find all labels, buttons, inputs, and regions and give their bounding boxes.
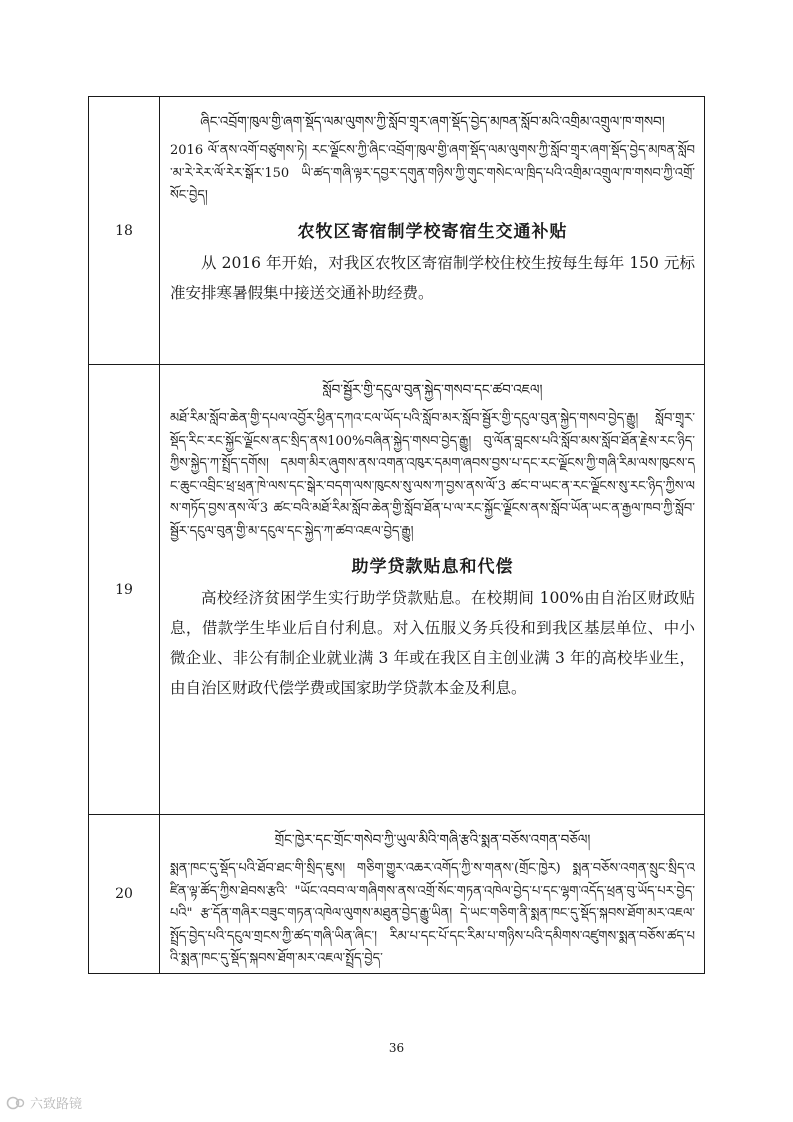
chinese-body: 从 2016 年开始，对我区农牧区寄宿制学校住校生按每生每年 150 元标准安排寒暑假集中接送交通补助经费。 xyxy=(170,253,695,302)
row-number xyxy=(89,815,160,974)
policy-table xyxy=(88,96,705,974)
row-content xyxy=(160,365,705,815)
row-number xyxy=(89,365,160,815)
row-number-text: 19 xyxy=(115,581,133,598)
tibetan-title: གྲོང་ཁྱེར་དང་གྲོང་གསེབ་ཀྱི་ཡུལ་མིའི་གཞི་རྩའི་སྨན་བཅོས་འགན་བཅོལ། xyxy=(274,832,591,848)
row-content xyxy=(160,97,705,365)
row-number xyxy=(89,97,160,365)
chinese-body: 高校经济贫困学生实行助学贷款贴息。在校期间 100%由自治区财政贴息，借款学生毕业后自付利息。对入伍服义务兵役和到我区基层单位、中小微企业、非公有制企业就业满 3 年或在我区自主创业满 3 年的高校毕业生，由自治区财政代偿学费或国家助学贷款本金及利息。 xyxy=(170,589,695,697)
chinese-title: 助学贷款贴息和代偿 xyxy=(351,557,514,577)
tibetan-title: སློབ་སྦྱོར་གྱི་དངུལ་བུན་སྐྱེད་གསབ་དང་ཚབ་འཇལ། xyxy=(322,382,543,398)
tibetan-body: མཐོ་རིམ་སློབ་ཆེན་གྱི་དཔལ་འབྱོར་ཕྱིན་དཀའ་ངལ་ཡོད་པའི་སློབ་མར་སློབ་སྦྱོར་གྱི་དངུལ་བུན་སྐྱེད་གསབ་བྱེད་རྒྱུ། སློབ་གྲྭར་སྡོད་རིང་རང་སྐྱོང་ལྗོངས་ནང་སྲིད་ནས100%བཞིན་སྐྱེད་གསབ་བྱེད་རྒྱུ། བུ་ལོན་བླངས་པའི་སློབ་མས་སློབ་ཐོན་རྗེས་རང་ཉིད་ཀྱིས་སྐྱེད་ཀ་སྤྲོད་དགོས། དམག་མིར་ཞུགས་ནས་འགན་འཁུར་དམག་ཞབས་བྱས་པ་དང་རང་ལྗོངས་ཀྱི་གཞི་རིམ་ལས་ཁུངས་དང་ཆུང་འབྲིང་ཕྲ་ཕྲན་ཁེ་ལས་དང་སྒེར་བདག་ལས་ཁུངས་སུ་ལས་ཀ་བྱས་ནས་ལོ་3 ཚང་བ་ཡང་ན་རང་ལྗོངས་སུ་རང་ཉིད་ཀྱིས་ལས་གཏོད་བྱས་ནས་ལོ་3 ཚང་བའི་མཐོ་རིམ་སློབ་ཆེན་གྱི་སློབ་ཐོན་པ་ལ་རང་སྐྱོང་ལྗོངས་ནས་སློབ་ཡོན་ཡང་ན་རྒྱལ་ཁབ་ཀྱི་སློབ་སྦྱོར་དངུལ་བུན་གྱི་མ་དངུལ་དང་སྐྱེད་ཀ་ཚབ་འཇལ་བྱེད་རྒྱུ། xyxy=(170,411,695,539)
table-row xyxy=(89,815,705,974)
tibetan-body: སྨན་ཁང་དུ་སྡོད་པའི་ཐོབ་ཐང་གི་སྲིད་ཇུས། གཅིག་གྱུར་འཆར་འགོད་ཀྱི་ས་གནས་(གྲོང་ཁྱེར) སྨན་བཅོས་འགན་སྲུང་སྲིད་འཛིན་ལྟ་ཚོད་ཀྱིས་ཐེབས་རྩའི་ "ཡོང་འབབ་ལ་གཞིགས་ནས་འགྲོ་སོང་གཏན་འཁེལ་བྱེད་པ་དང་ལྷག་འདོད་ཕྲན་བུ་ཡོད་པར་བྱེད་པའི" རྩ་དོན་གཞིར་བཟུང་གཏན་འཁེལ་ལུགས་མཐུན་བྱེད་རྒྱུ་ཡིན། དེ་ཡང་གཅིག་ནི་སྨན་ཁང་དུ་སྡོད་སྐབས་ཐོག་མར་འཇལ་སྤྲོད་བྱེད་པའི་དངུལ་གྲངས་ཀྱི་ཚད་གཞི་ཡིན་ཞིང་། རིམ་པ་དང་པོ་དང་རིམ་པ་གཉིས་པའི་དམིགས་འཛུགས་སྨན་བཅོས་ཚད་པའི་སྨན་ཁང་དུ་སྡོད་སྐབས་ཐོག་མར་འཇལ་སྤྲོད་བྱེད་ xyxy=(170,861,695,966)
watermark xyxy=(6,1093,82,1112)
tibetan-title: ཞིང་འབྲོག་ཁུལ་གྱི་ཞག་སྡོད་ལམ་ལུགས་ཀྱི་སློབ་གྲྭར་ཞག་སྡོད་བྱེད་མཁན་སློབ་མའི་འགྲིམ་འགྲུལ་ཁ་གསབ། xyxy=(200,114,665,130)
row-number-text: 18 xyxy=(115,222,133,239)
tibetan-body: 2016 ལོ་ནས་འགོ་བཙུགས་ཏེ། རང་ལྗོངས་ཀྱི་ཞིང་འབྲོག་ཁུལ་གྱི་ཞག་སྡོད་ལམ་ལུགས་ཀྱི་སློབ་གྲྭར་ཞག་སྡོད་བྱེད་མཁན་སློབ་མ་རེ་རེར་ལོ་རེར་སྒོར་150 ཡི་ཚད་གཞི་ལྟར་དབྱར་དགུན་གཉིས་ཀྱི་གུང་གསེང་ལ་ཁྲིད་པའི་འགྲིམ་འགྲུལ་ཁ་གསབ་ཀྱི་འགྲོ་སོང་བྱེད། xyxy=(170,143,695,203)
watermark-logo-icon xyxy=(6,1095,26,1111)
page-number: 36 xyxy=(388,1041,405,1055)
table-row xyxy=(89,97,705,365)
watermark-text: 六致路镜 xyxy=(30,1097,83,1112)
chinese-title: 农牧区寄宿制学校寄宿生交通补贴 xyxy=(297,221,568,242)
row-content xyxy=(160,815,705,974)
table-row xyxy=(89,365,705,815)
row-number-text: 20 xyxy=(115,886,133,902)
